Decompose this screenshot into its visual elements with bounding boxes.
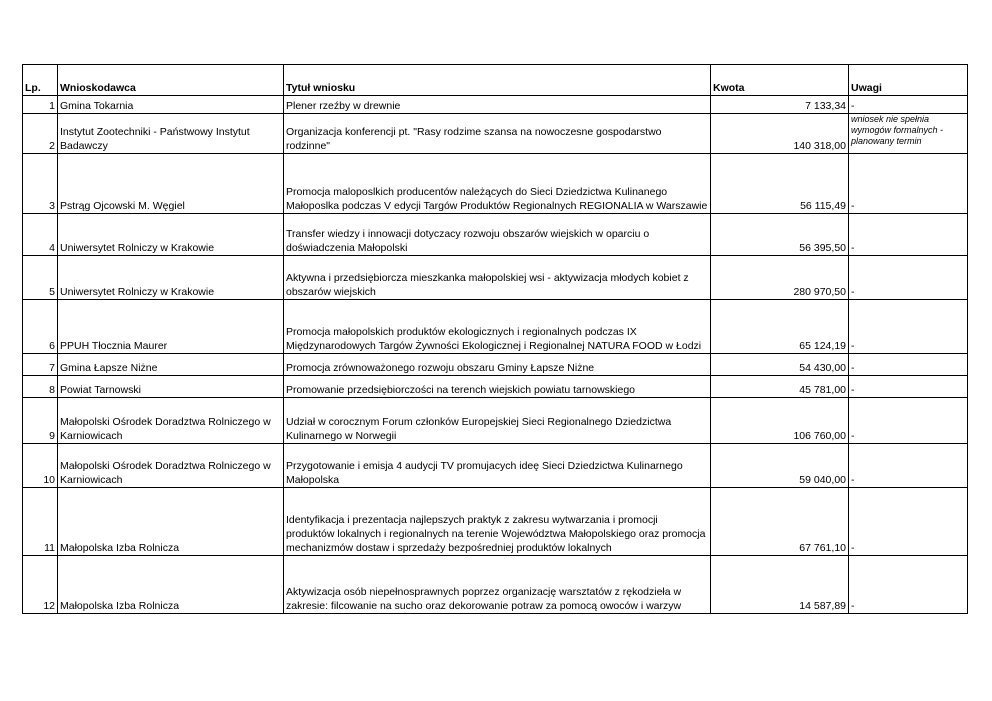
- row-amount: 140 318,00: [711, 114, 849, 154]
- row-title: Promocja maloposlkich producentów należących do Sieci Dziedzictwa Kulinanego Małoposlka podczas V edycji Targów Produktów Regionalnych REGIONALIA w Warszawie: [284, 154, 711, 214]
- row-amount: 56 115,49: [711, 154, 849, 214]
- header-amount: Kwota: [711, 65, 849, 96]
- row-notes: -: [849, 556, 968, 614]
- row-lp: 3: [23, 154, 58, 214]
- row-lp: 10: [23, 444, 58, 488]
- table-row: [23, 300, 968, 354]
- row-lp: 7: [23, 354, 58, 376]
- row-notes: -: [849, 444, 968, 488]
- row-amount: 67 761,10: [711, 488, 849, 556]
- table-row: [23, 214, 968, 256]
- grant-applications-sheet: [22, 64, 967, 631]
- applications-table: [22, 64, 968, 614]
- table-row: [23, 354, 968, 376]
- row-notes: -: [849, 376, 968, 398]
- row-applicant: Pstrąg Ojcowski M. Węgiel: [58, 154, 284, 214]
- row-title: Organizacja konferencji pt. "Rasy rodzime szansa na nowoczesne gospodarstwo rodzinne": [284, 114, 711, 154]
- row-lp: 2: [23, 114, 58, 154]
- row-amount: 59 040,00: [711, 444, 849, 488]
- row-notes: -: [849, 488, 968, 556]
- row-applicant: Małopolski Ośrodek Doradztwa Rolniczego w Karniowicach: [58, 398, 284, 444]
- row-title: Promocja zrównoważonego rozwoju obszaru Gminy Łapsze Niżne: [284, 354, 711, 376]
- row-lp: 6: [23, 300, 58, 354]
- row-notes: -: [849, 154, 968, 214]
- row-applicant: Małopolska Izba Rolnicza: [58, 556, 284, 614]
- header-applicant: Wnioskodawca: [58, 65, 284, 96]
- table-row: [23, 556, 968, 614]
- row-title: Aktywizacja osób niepełnosprawnych poprzez organizację warsztatów z rękodzieła w zakresie: filcowanie na sucho oraz dekorowanie potraw za pomocą owoców i warzyw: [284, 556, 711, 614]
- row-amount: 106 760,00: [711, 398, 849, 444]
- row-notes: wniosek nie spełnia wymogów formalnych - planowany termin: [849, 114, 968, 154]
- row-applicant: Powiat Tarnowski: [58, 376, 284, 398]
- row-amount: 54 430,00: [711, 354, 849, 376]
- table-row: [23, 376, 968, 398]
- row-notes: -: [849, 96, 968, 114]
- table-row: [23, 444, 968, 488]
- row-lp: 4: [23, 214, 58, 256]
- table-row: [23, 154, 968, 214]
- header-notes: Uwagi: [849, 65, 968, 96]
- table-row: [23, 256, 968, 300]
- row-amount: 65 124,19: [711, 300, 849, 354]
- table-row: [23, 96, 968, 114]
- row-amount: 7 133,34: [711, 96, 849, 114]
- row-amount: 14 587,89: [711, 556, 849, 614]
- row-title: Identyfikacja i prezentacja najlepszych praktyk z zakresu wytwarzania i promocji produktów lokalnych i regionalnych na terenie Województwa Małopolskiego oraz promocja mechanizmów dostaw i sprzedaży bezpośredniej produktów lokalnych: [284, 488, 711, 556]
- row-amount: 45 781,00: [711, 376, 849, 398]
- row-applicant: Gmina Tokarnia: [58, 96, 284, 114]
- row-applicant: Instytut Zootechniki - Państwowy Instytut Badawczy: [58, 114, 284, 154]
- row-title: Promocja małopolskich produktów ekologicznych i regionalnych podczas IX Międzynarodowych Targów Żywności Ekologicznej i Regionalnej NATURA FOOD w Łodzi: [284, 300, 711, 354]
- row-notes: -: [849, 354, 968, 376]
- row-applicant: Małopolski Ośrodek Doradztwa Rolniczego w Karniowicach: [58, 444, 284, 488]
- table-header-row: [23, 65, 968, 96]
- row-notes: -: [849, 300, 968, 354]
- row-lp: 1: [23, 96, 58, 114]
- table-row: [23, 488, 968, 556]
- row-title: Transfer wiedzy i innowacji dotyczacy rozwoju obszarów wiejskich w oparciu o doświadczenia Małopolski: [284, 214, 711, 256]
- row-notes: -: [849, 256, 968, 300]
- row-title: Aktywna i przedsiębiorcza mieszkanka małopolskiej wsi - aktywizacja młodych kobiet z obszarów wiejskich: [284, 256, 711, 300]
- row-applicant: PPUH Tłocznia Maurer: [58, 300, 284, 354]
- row-applicant: Małopolska Izba Rolnicza: [58, 488, 284, 556]
- row-title: Udział w corocznym Forum członków Europejskiej Sieci Regionalnego Dziedzictwa Kulinarnego w Norwegii: [284, 398, 711, 444]
- row-title: Promowanie przedsiębiorczości na terench wiejskich powiatu tarnowskiego: [284, 376, 711, 398]
- row-lp: 12: [23, 556, 58, 614]
- row-lp: 9: [23, 398, 58, 444]
- row-title: Przygotowanie i emisja 4 audycji TV promujacych ideę Sieci Dziedzictwa Kulinarnego Małopolska: [284, 444, 711, 488]
- row-title: Plener rzeźby w drewnie: [284, 96, 711, 114]
- table-row: [23, 398, 968, 444]
- row-amount: 56 395,50: [711, 214, 849, 256]
- row-notes: -: [849, 214, 968, 256]
- row-lp: 11: [23, 488, 58, 556]
- header-lp: Lp.: [23, 65, 58, 96]
- row-applicant: Gmina Łapsze Niżne: [58, 354, 284, 376]
- header-title: Tytuł wniosku: [284, 65, 711, 96]
- row-notes: -: [849, 398, 968, 444]
- row-applicant: Uniwersytet Rolniczy w Krakowie: [58, 256, 284, 300]
- row-lp: 5: [23, 256, 58, 300]
- row-applicant: Uniwersytet Rolniczy w Krakowie: [58, 214, 284, 256]
- table-row: [23, 114, 968, 154]
- row-amount: 280 970,50: [711, 256, 849, 300]
- row-lp: 8: [23, 376, 58, 398]
